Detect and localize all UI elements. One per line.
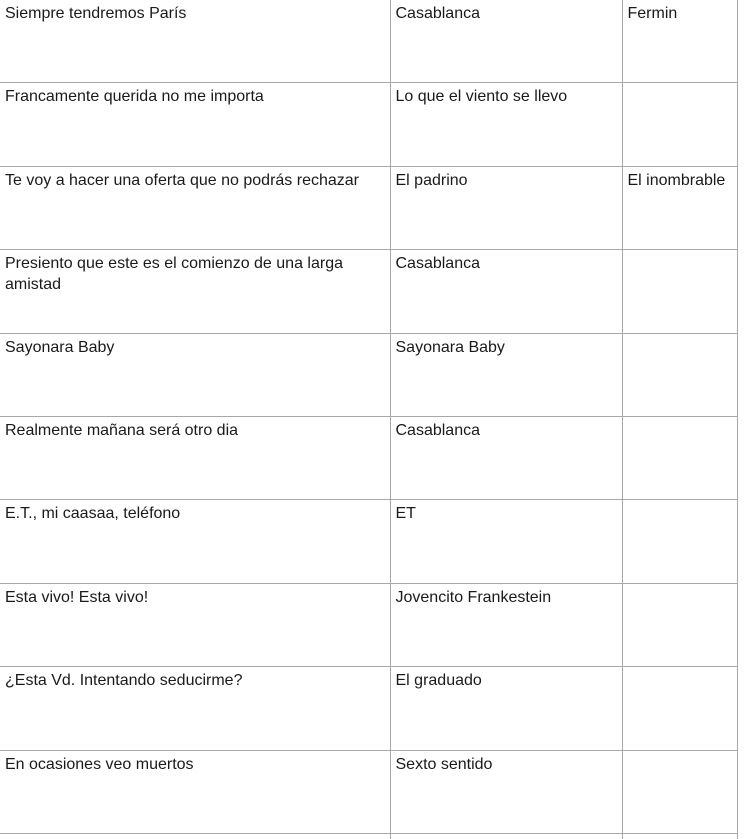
film-cell: Casablanca xyxy=(390,0,622,83)
quote-cell: Francamente querida no me importa xyxy=(0,83,390,166)
quote-cell: ¿Esta Vd. Intentando seducirme? xyxy=(0,667,390,750)
quote-cell: Te voy a hacer una oferta que no podrás rechazar xyxy=(0,166,390,249)
table-row xyxy=(0,750,737,833)
name-cell xyxy=(622,583,737,666)
film-cell: ET xyxy=(390,500,622,583)
film-cell: Lo que el viento se llevo xyxy=(390,83,622,166)
name-cell xyxy=(622,833,737,839)
name-cell xyxy=(622,667,737,750)
table-row xyxy=(0,416,737,499)
table-row xyxy=(0,667,737,750)
quote-cell: Siempre tendremos París xyxy=(0,0,390,83)
quote-cell: Esta vivo! Esta vivo! xyxy=(0,583,390,666)
name-cell xyxy=(622,750,737,833)
name-cell xyxy=(622,333,737,416)
table-row xyxy=(0,333,737,416)
name-cell xyxy=(622,416,737,499)
quote-cell: Presiento que este es el comienzo de una larga amistad xyxy=(0,250,390,333)
table-row xyxy=(0,583,737,666)
table-row xyxy=(0,166,737,249)
film-cell xyxy=(390,833,622,839)
table-row xyxy=(0,83,737,166)
film-cell: Casablanca xyxy=(390,250,622,333)
quote-cell: Sayonara Baby xyxy=(0,333,390,416)
quote-cell: Realmente mañana será otro dia xyxy=(0,416,390,499)
table-row xyxy=(0,833,737,839)
name-cell: El inombrable xyxy=(622,166,737,249)
film-cell: Sexto sentido xyxy=(390,750,622,833)
quote-cell: E.T., mi caasaa, teléfono xyxy=(0,500,390,583)
film-cell: Jovencito Frankestein xyxy=(390,583,622,666)
name-cell xyxy=(622,500,737,583)
table-row xyxy=(0,500,737,583)
quote-cell xyxy=(0,833,390,839)
film-cell: Sayonara Baby xyxy=(390,333,622,416)
film-cell: El padrino xyxy=(390,166,622,249)
film-cell: El graduado xyxy=(390,667,622,750)
name-cell xyxy=(622,83,737,166)
name-cell: Fermin xyxy=(622,0,737,83)
film-cell: Casablanca xyxy=(390,416,622,499)
quote-cell: En ocasiones veo muertos xyxy=(0,750,390,833)
table-row xyxy=(0,250,737,333)
table-row xyxy=(0,0,737,83)
name-cell xyxy=(622,250,737,333)
